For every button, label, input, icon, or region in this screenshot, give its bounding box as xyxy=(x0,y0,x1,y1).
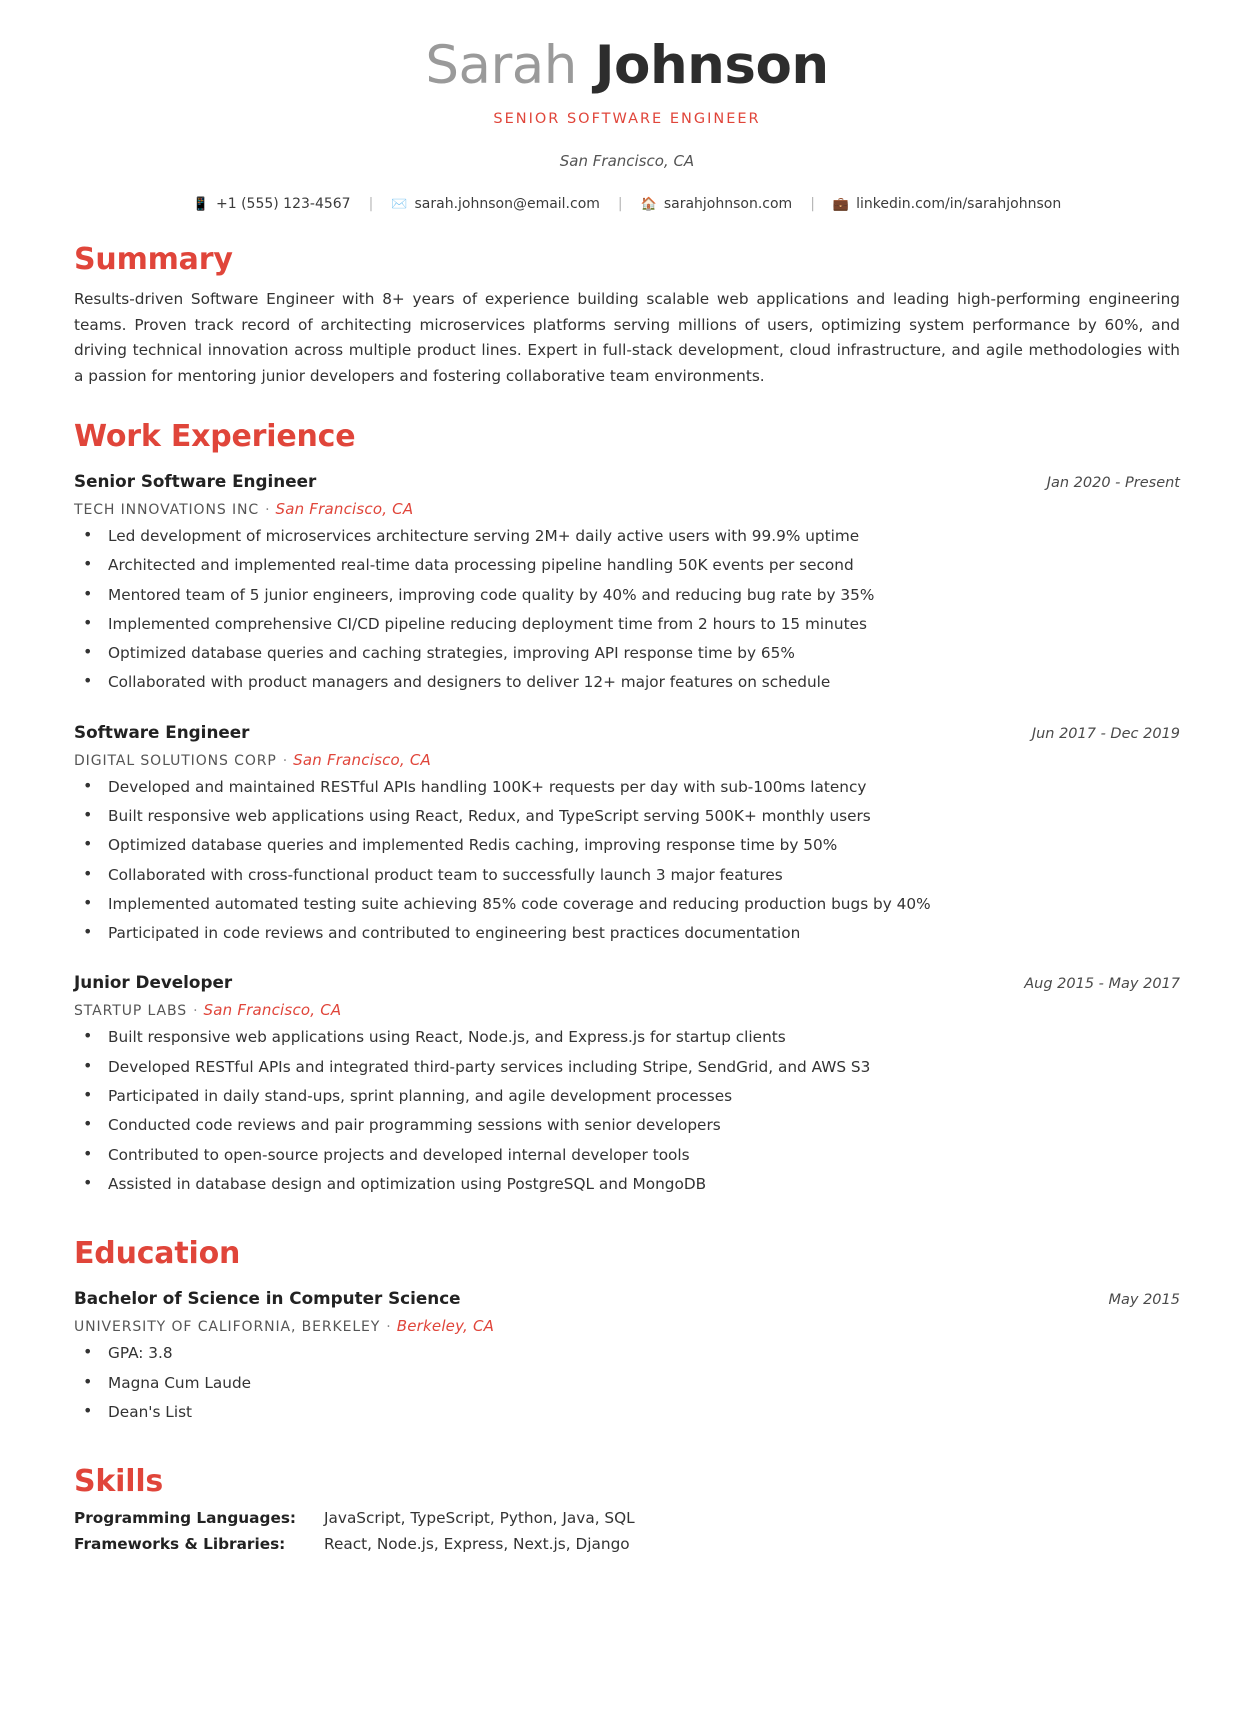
website-icon: 🏠 xyxy=(640,196,657,212)
list-item: • Developed RESTful APIs and integrated third-party services including Stripe, SendGrid, and AWS S3 xyxy=(108,1060,1180,1089)
contact-phone-text: +1 (555) 123-4567 xyxy=(215,196,351,213)
skill-row xyxy=(74,1535,1180,1553)
section-work-experience xyxy=(74,419,1180,1206)
work-entry xyxy=(74,972,1180,1206)
phone-icon: 📱 xyxy=(192,196,209,212)
list-item: • Implemented automated testing suite achieving 85% code coverage and reducing production bugs by 40% xyxy=(108,897,1180,926)
contact-email[interactable] xyxy=(391,196,600,212)
work-role: Junior Developer xyxy=(74,972,233,993)
contact-phone[interactable] xyxy=(193,196,351,212)
list-item: • Collaborated with cross-functional product team to successfully launch 3 major features xyxy=(108,868,1180,897)
skill-label: Programming Languages: xyxy=(74,1509,297,1528)
contact-row xyxy=(74,196,1180,212)
work-entry-head xyxy=(74,722,1180,742)
work-role: Senior Software Engineer xyxy=(74,470,317,491)
list-item: • Led development of microservices architecture serving 2M+ daily active users with 99.9% uptime xyxy=(108,529,1180,558)
work-date: Jan 2020 - Present xyxy=(1046,474,1180,491)
candidate-name xyxy=(74,36,1180,95)
education-school: UNIVERSITY OF CALIFORNIA, BERKELEY xyxy=(74,1319,381,1336)
work-bullets xyxy=(74,777,1180,956)
list-item: • Implemented comprehensive CI/CD pipeline reducing deployment time from 2 hours to 15 minutes xyxy=(108,617,1180,646)
work-date: Jun 2017 - Dec 2019 xyxy=(1031,725,1180,742)
skill-row xyxy=(74,1509,1180,1527)
education-entry-head xyxy=(74,1288,1180,1308)
list-item: • Built responsive web applications using React, Node.js, and Express.js for startup clients xyxy=(108,1030,1180,1059)
separator-dot: · xyxy=(282,752,288,769)
summary-title: Summary xyxy=(74,242,233,278)
separator-dot: · xyxy=(193,1003,198,1020)
separator-dot: · xyxy=(265,501,270,518)
list-item: • GPA: 3.8 xyxy=(108,1346,1180,1375)
list-item: • Developed and maintained RESTful APIs handling 100K+ requests per day with sub-100ms latency xyxy=(108,780,1180,809)
list-item: • Assisted in database design and optimization using PostgreSQL and MongoDB xyxy=(108,1177,1180,1206)
skill-value: JavaScript, TypeScript, Python, Java, SQL xyxy=(324,1509,635,1528)
skill-value: React, Node.js, Express, Next.js, Django xyxy=(324,1535,630,1554)
email-icon: ✉️ xyxy=(391,196,408,212)
contact-linkedin-text: linkedin.com/in/sarahjohnson xyxy=(856,196,1062,213)
list-item: • Optimized database queries and caching strategies, improving API response time by 65% xyxy=(108,646,1180,675)
section-skills xyxy=(74,1464,1180,1553)
skills-title: Skills xyxy=(74,1464,164,1500)
work-company: DIGITAL SOLUTIONS CORP xyxy=(74,752,277,769)
list-item: • Participated in code reviews and contributed to engineering best practices documentation xyxy=(108,926,1180,955)
education-date: May 2015 xyxy=(1108,1292,1180,1309)
list-item: • Conducted code reviews and pair programming sessions with senior developers xyxy=(108,1118,1180,1147)
work-company: TECH INNOVATIONS INC xyxy=(74,501,260,518)
section-education xyxy=(74,1236,1180,1434)
work-entry xyxy=(74,722,1180,956)
education-entry xyxy=(74,1288,1180,1434)
contact-separator: | xyxy=(810,196,815,213)
education-bullets xyxy=(74,1346,1180,1434)
list-item: • Mentored team of 5 junior engineers, improving code quality by 40% and reducing bug rate by 35% xyxy=(108,588,1180,617)
work-entry xyxy=(74,471,1180,705)
section-summary xyxy=(74,242,1180,389)
linkedin-icon: 💼 xyxy=(832,196,850,212)
education-place: Berkeley, CA xyxy=(396,1317,495,1336)
list-item: • Magna Cum Laude xyxy=(108,1376,1180,1405)
last-name: Johnson xyxy=(594,35,829,96)
list-item: • Optimized database queries and implemented Redis caching, improving response time by 50% xyxy=(108,838,1180,867)
work-bullets xyxy=(74,1030,1180,1206)
work-place: San Francisco, CA xyxy=(275,499,414,518)
list-item: • Participated in daily stand-ups, sprint planning, and agile development processes xyxy=(108,1089,1180,1118)
education-title: Education xyxy=(74,1236,241,1272)
job-headline: SENIOR SOFTWARE ENGINEER xyxy=(493,111,761,128)
contact-linkedin[interactable] xyxy=(833,196,1061,212)
work-bullets xyxy=(74,526,1180,705)
work-place: San Francisco, CA xyxy=(203,1001,342,1020)
work-experience-title: Work Experience xyxy=(74,418,356,454)
first-name: Sarah xyxy=(425,35,577,96)
header-location: San Francisco, CA xyxy=(559,152,695,171)
education-school-line xyxy=(74,1317,1180,1335)
contact-separator: | xyxy=(368,196,374,213)
list-item: • Dean's List xyxy=(108,1405,1180,1434)
work-role: Software Engineer xyxy=(74,721,250,742)
contact-separator: | xyxy=(617,196,623,213)
work-company-line xyxy=(74,500,1180,518)
work-place: San Francisco, CA xyxy=(293,750,431,769)
contact-email-text: sarah.johnson@email.com xyxy=(414,196,600,213)
summary-text: Results-driven Software Engineer with 8+ years of experience building scalable web applications and leading high-performing engineering teams. Proven track record of architecting microservices platforms serving millions of users, optimizing system performance by 60%, and driving technical innovation across multiple product lines. Expert in full-stack development, cloud infrastructure, and agile methodologies with a passion for mentoring junior developers and fostering collaborative team environments. xyxy=(74,290,1180,385)
list-item: • Built responsive web applications using React, Redux, and TypeScript serving 500K+ monthly users xyxy=(108,809,1180,838)
resume-header xyxy=(74,36,1180,212)
work-company: STARTUP LABS xyxy=(74,1003,188,1020)
contact-website-text: sarahjohnson.com xyxy=(663,196,793,213)
list-item: • Architected and implemented real-time data processing pipeline handling 50K events per second xyxy=(108,558,1180,587)
education-degree: Bachelor of Science in Computer Science xyxy=(74,1288,461,1309)
work-entry-head xyxy=(74,972,1180,992)
work-date: Aug 2015 - May 2017 xyxy=(1024,976,1180,993)
contact-website[interactable] xyxy=(641,196,793,212)
skill-label: Frameworks & Libraries: xyxy=(74,1535,286,1554)
list-item: • Collaborated with product managers and designers to deliver 12+ major features on schedule xyxy=(108,675,1180,704)
work-company-line xyxy=(74,1001,1180,1019)
separator-dot: · xyxy=(386,1319,391,1336)
work-entry-head xyxy=(74,471,1180,491)
list-item: • Contributed to open-source projects and developed internal developer tools xyxy=(108,1148,1180,1177)
work-company-line xyxy=(74,751,1180,769)
